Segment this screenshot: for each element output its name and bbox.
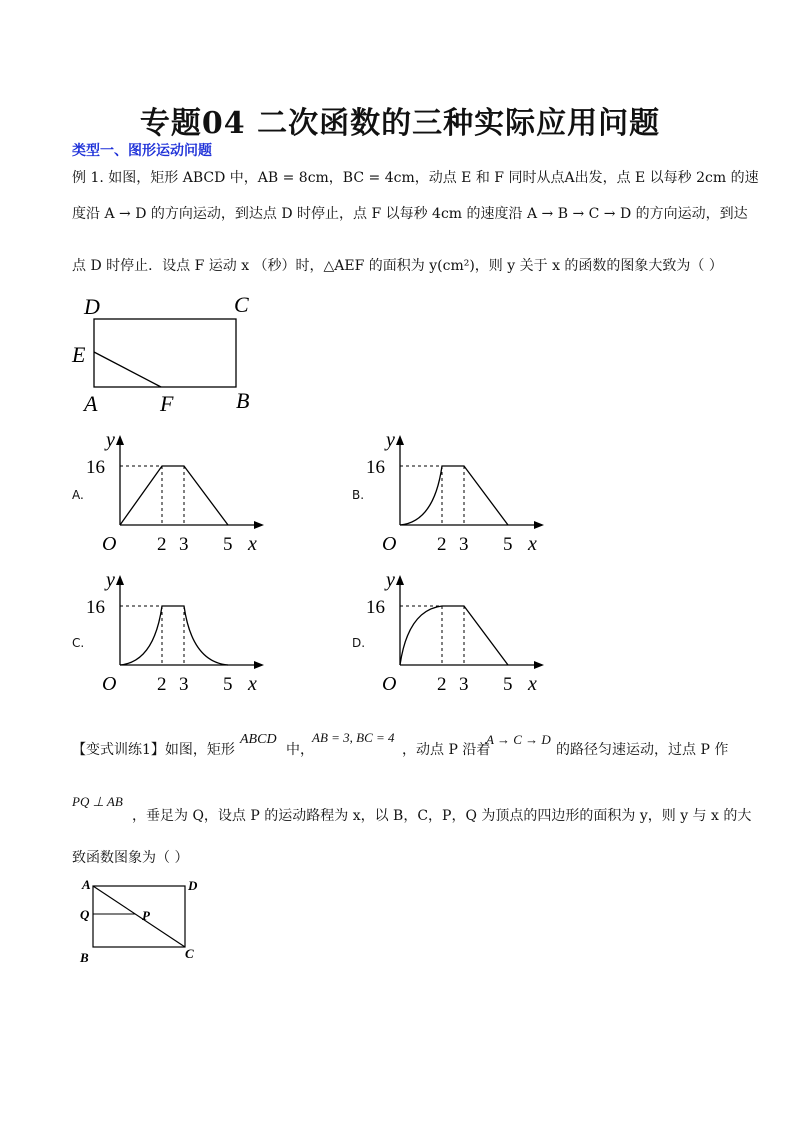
vertex-label-c: C bbox=[234, 292, 249, 317]
axes bbox=[116, 575, 264, 669]
vertex-label-b: B bbox=[80, 950, 89, 965]
x-axis-label: x bbox=[248, 533, 257, 555]
point-label-f: F bbox=[160, 391, 174, 415]
vertex-label-b: B bbox=[236, 388, 250, 413]
y-tick-16: 16 bbox=[86, 597, 105, 618]
vertex-label-d: D bbox=[188, 878, 198, 893]
variant1-line2-b: ，垂足为 Q，设点 P 的运动路程为 x，以 B，C，P，Q 为顶点的四边形的面积为 y，则 y 与 x 的大 bbox=[132, 808, 752, 824]
x-tick-3: 3 bbox=[459, 674, 469, 695]
origin-label: O bbox=[382, 533, 397, 555]
x-tick-2: 2 bbox=[437, 674, 447, 695]
curve-a bbox=[120, 466, 228, 525]
y-tick-16: 16 bbox=[366, 597, 385, 618]
curve-c bbox=[120, 606, 228, 665]
x-tick-5: 5 bbox=[223, 674, 233, 695]
x-tick-3: 3 bbox=[179, 674, 189, 695]
point-label-q: Q bbox=[80, 907, 90, 922]
x-axis-label: x bbox=[248, 673, 257, 695]
vertex-label-a: A bbox=[82, 877, 91, 892]
origin-label: O bbox=[102, 533, 117, 555]
section-heading: 类型一、图形运动问题 bbox=[72, 143, 212, 159]
variant1-rectangle-figure bbox=[72, 872, 222, 968]
variant1-line1-d: AB = 3, BC = 4 bbox=[312, 730, 395, 745]
x-tick-2: 2 bbox=[157, 674, 167, 695]
variant1-line1-f: A → C → D bbox=[486, 732, 551, 747]
curve-b bbox=[400, 466, 508, 525]
option-c-label: C. bbox=[72, 636, 85, 650]
example1-line2: 度沿 A → D 的方向运动，到达点 D 时停止，点 F 以每秒 4cm 的速度沿 A → B → C → D 的方向运动，到达 bbox=[72, 206, 748, 222]
example1-line3: 点 D 时停止．设点 F 运动 x （秒）时，△AEF 的面积为 y(cm²)，则 y 关于 x 的函数的图象大致为（ ） bbox=[72, 258, 723, 274]
x-tick-5: 5 bbox=[503, 674, 513, 695]
option-d-graph bbox=[364, 570, 564, 695]
y-tick-16: 16 bbox=[366, 457, 385, 478]
variant1-line1-c: 中， bbox=[286, 742, 314, 758]
option-a-graph bbox=[84, 430, 284, 555]
variant1-line1-e: ，动点 P 沿着 bbox=[402, 742, 491, 758]
y-axis-label: y bbox=[106, 430, 115, 451]
option-b-label: B. bbox=[352, 488, 365, 502]
x-axis-label: x bbox=[528, 673, 537, 695]
variant1-line1-a: 【变式训练1】如图，矩形 bbox=[72, 742, 235, 758]
y-axis-label: y bbox=[106, 570, 115, 591]
vertex-label-d: D bbox=[84, 294, 100, 319]
axes bbox=[396, 435, 544, 529]
option-b-graph bbox=[364, 430, 564, 555]
diagonal-ac bbox=[93, 886, 185, 947]
page-title: 专题04 二次函数的三种实际应用问题 bbox=[139, 106, 661, 141]
rectangle-abcd bbox=[94, 319, 236, 387]
segment-ef bbox=[94, 352, 161, 387]
origin-label: O bbox=[382, 673, 397, 695]
x-axis-label: x bbox=[528, 533, 537, 555]
curve-d bbox=[400, 606, 508, 665]
option-a-label: A. bbox=[72, 488, 84, 502]
vertex-label-c: C bbox=[185, 946, 194, 961]
variant1-line1-g: 的路径匀速运动，过点 P 作 bbox=[556, 742, 729, 758]
variant1-line2-a: PQ ⊥ AB bbox=[72, 794, 123, 809]
example1-rectangle-figure bbox=[68, 290, 268, 415]
x-tick-5: 5 bbox=[503, 534, 513, 555]
point-label-p: P bbox=[142, 908, 150, 923]
y-tick-16: 16 bbox=[86, 457, 105, 478]
option-d-label: D. bbox=[352, 636, 366, 650]
point-label-e: E bbox=[72, 342, 86, 367]
variant1-line3: 致函数图象为（ ） bbox=[72, 850, 189, 866]
axes bbox=[116, 435, 264, 529]
origin-label: O bbox=[102, 673, 117, 695]
example1-line1: 例 1. 如图，矩形 ABCD 中，AB = 8cm，BC = 4cm，动点 E 和 F 同时从点A出发，点 E 以每秒 2cm 的速 bbox=[72, 170, 759, 186]
x-tick-2: 2 bbox=[157, 534, 167, 555]
x-tick-5: 5 bbox=[223, 534, 233, 555]
axes bbox=[396, 575, 544, 669]
option-c-graph bbox=[84, 570, 284, 695]
y-axis-label: y bbox=[386, 570, 395, 591]
x-tick-3: 3 bbox=[459, 534, 469, 555]
x-tick-2: 2 bbox=[437, 534, 447, 555]
variant1-line1-b: ABCD bbox=[240, 732, 277, 747]
vertex-label-a: A bbox=[84, 391, 98, 415]
y-axis-label: y bbox=[386, 430, 395, 451]
x-tick-3: 3 bbox=[179, 534, 189, 555]
